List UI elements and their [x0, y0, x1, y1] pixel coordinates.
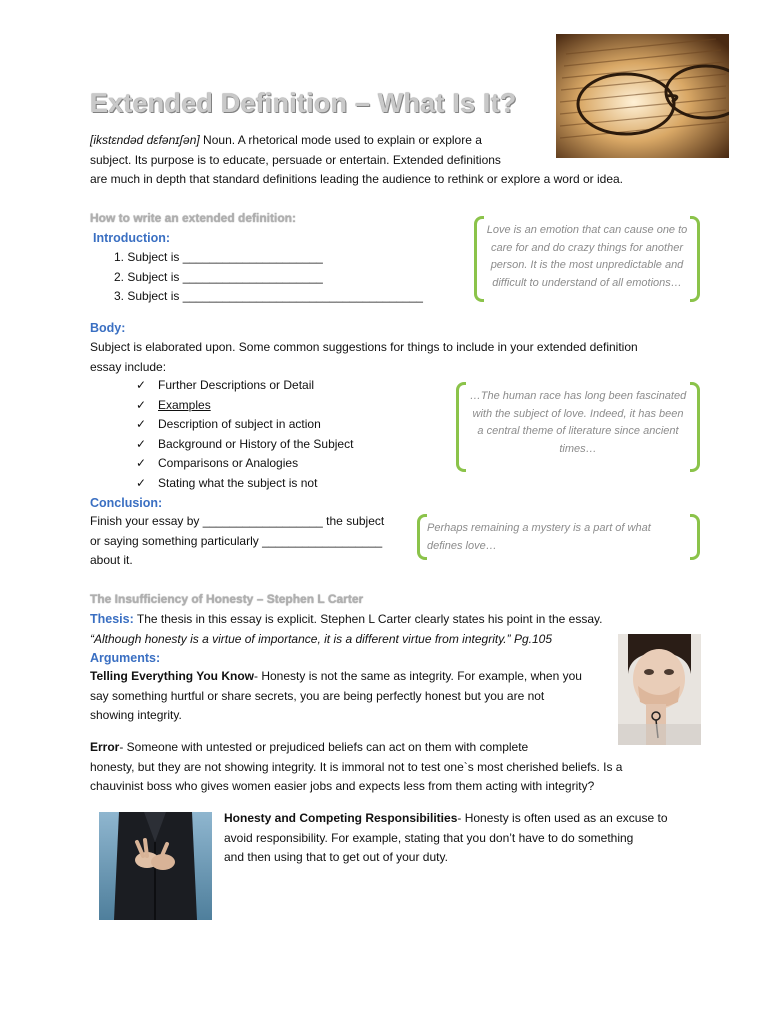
check-icon: ✓ [136, 456, 147, 470]
argument-line: - Someone with untested or prejudiced beliefs can act on them with complete [119, 740, 529, 754]
conclusion-line-2: or saying something particularly __________________ [90, 533, 383, 548]
checklist-label: Stating what the subject is not [158, 475, 318, 490]
thesis-text: The thesis in this essay is explicit. Stephen L Carter clearly states his point in the essay. [133, 612, 603, 626]
introduction-item: 2. Subject is _____________________ [114, 269, 323, 284]
check-icon: ✓ [136, 417, 147, 431]
introduction-item: 1. Subject is _____________________ [114, 250, 323, 264]
check-icon: ✓ [136, 436, 147, 451]
intro-line-1: Noun. A rhetorical mode used to explain or explore a [199, 133, 482, 147]
body-line-1: Subject is elaborated upon. Some common suggestions for things to include in your extended definition [90, 340, 638, 354]
argument-line: showing integrity. [90, 708, 182, 722]
crossed-fingers-photo [99, 812, 212, 920]
checklist-item [136, 396, 353, 416]
argument-line: say something hurtful or share secrets, you are being perfectly honest but you are not [90, 688, 545, 703]
left-bracket [456, 382, 466, 472]
body-paragraph [90, 338, 690, 377]
check-icon: ✓ [136, 378, 147, 392]
body-line-2: essay include: [90, 359, 167, 374]
argument-line: - Honesty is not the same as integrity. For example, when you [254, 669, 582, 683]
introduction-list [114, 248, 423, 307]
thesis-quote: “Although honesty is a virtue of importance, it is a different virtue from integrity.” Pg.105 [90, 631, 552, 646]
check-icon: ✓ [136, 397, 147, 412]
how-to-heading: How to write an extended definition: [90, 211, 297, 225]
arguments-heading: Arguments: [90, 651, 161, 665]
checklist-item [136, 435, 353, 455]
argument-title: Honesty and Competing Responsibilities [224, 811, 458, 825]
conclusion-line-3: about it. [90, 553, 133, 567]
argument-title: Error [90, 740, 120, 754]
intro-line-3: are much in depth that standard definitions leading the audience to rethink or explore a word or idea. [90, 172, 624, 186]
checklist-item [136, 415, 353, 435]
quote-text: Perhaps remaining a mystery is a part of what defines love… [427, 522, 651, 552]
argument-line: chauvinist boss who gives women easier jobs and expects less from them acting with integrity? [90, 779, 595, 793]
checklist-label: Examples [158, 397, 211, 412]
checklist-label: Comparisons or Analogies [158, 456, 299, 470]
quote-box-2 [456, 382, 700, 472]
checklist-item [136, 454, 353, 474]
right-bracket [690, 216, 700, 302]
right-bracket [690, 514, 700, 560]
thesis [90, 610, 602, 649]
argument-line: - Honesty is often used as an excuse to [457, 811, 668, 825]
quote-box-1 [474, 216, 700, 302]
essay-heading: The Insufficiency of Honesty – Stephen L Carter [90, 592, 364, 606]
introduction-item: 3. Subject is ____________________________________ [114, 289, 423, 303]
woman-hand-photo [618, 634, 701, 745]
conclusion-line-1: Finish your essay by __________________ the subject [90, 514, 385, 528]
argument-line: honesty, but they are not showing integrity. It is immoral not to test one`s most cherished beliefs. Is a [90, 759, 623, 774]
checklist-item [136, 376, 353, 396]
intro-line-2: subject. Its purpose is to educate, persuade or entertain. Extended definitions [90, 152, 501, 167]
quote-text: Love is an emotion that can cause one to care for and do crazy things for another person. It is the most unpredictable and difficult to understand of all emotions… [486, 224, 688, 289]
conclusion-heading: Conclusion: [90, 496, 163, 510]
intro-paragraph [90, 131, 690, 190]
body-heading: Body: [90, 321, 126, 335]
argument-title: Telling Everything You Know [90, 669, 255, 683]
left-bracket [474, 216, 484, 302]
quote-box-3 [417, 514, 700, 560]
argument-1 [90, 667, 582, 726]
check-icon: ✓ [136, 475, 147, 490]
page-title: Extended Definition – What Is It? [90, 88, 517, 118]
left-bracket [417, 514, 427, 560]
thesis-label: Thesis: [90, 612, 134, 626]
right-bracket [690, 382, 700, 472]
introduction-heading: Introduction: [93, 231, 171, 245]
argument-line: avoid responsibility. For example, stating that you don’t have to do something [224, 830, 634, 845]
argument-3 [224, 809, 668, 868]
checklist-label: Background or History of the Subject [158, 436, 354, 451]
pronunciation: [ikstɛndəd dɛfənɪʃən] [90, 133, 200, 147]
checklist-item [136, 474, 353, 494]
checklist-label: Further Descriptions or Detail [158, 378, 315, 392]
checklist-label: Description of subject in action [158, 417, 321, 431]
body-checklist [136, 376, 353, 493]
conclusion-paragraph [90, 512, 384, 571]
quote-text: …The human race has long been fascinated with the subject of love. Indeed, it has been a central theme of literature since ancient times… [469, 390, 687, 455]
argument-line: and then using that to get out of your duty. [224, 850, 448, 864]
argument-2 [90, 738, 622, 797]
